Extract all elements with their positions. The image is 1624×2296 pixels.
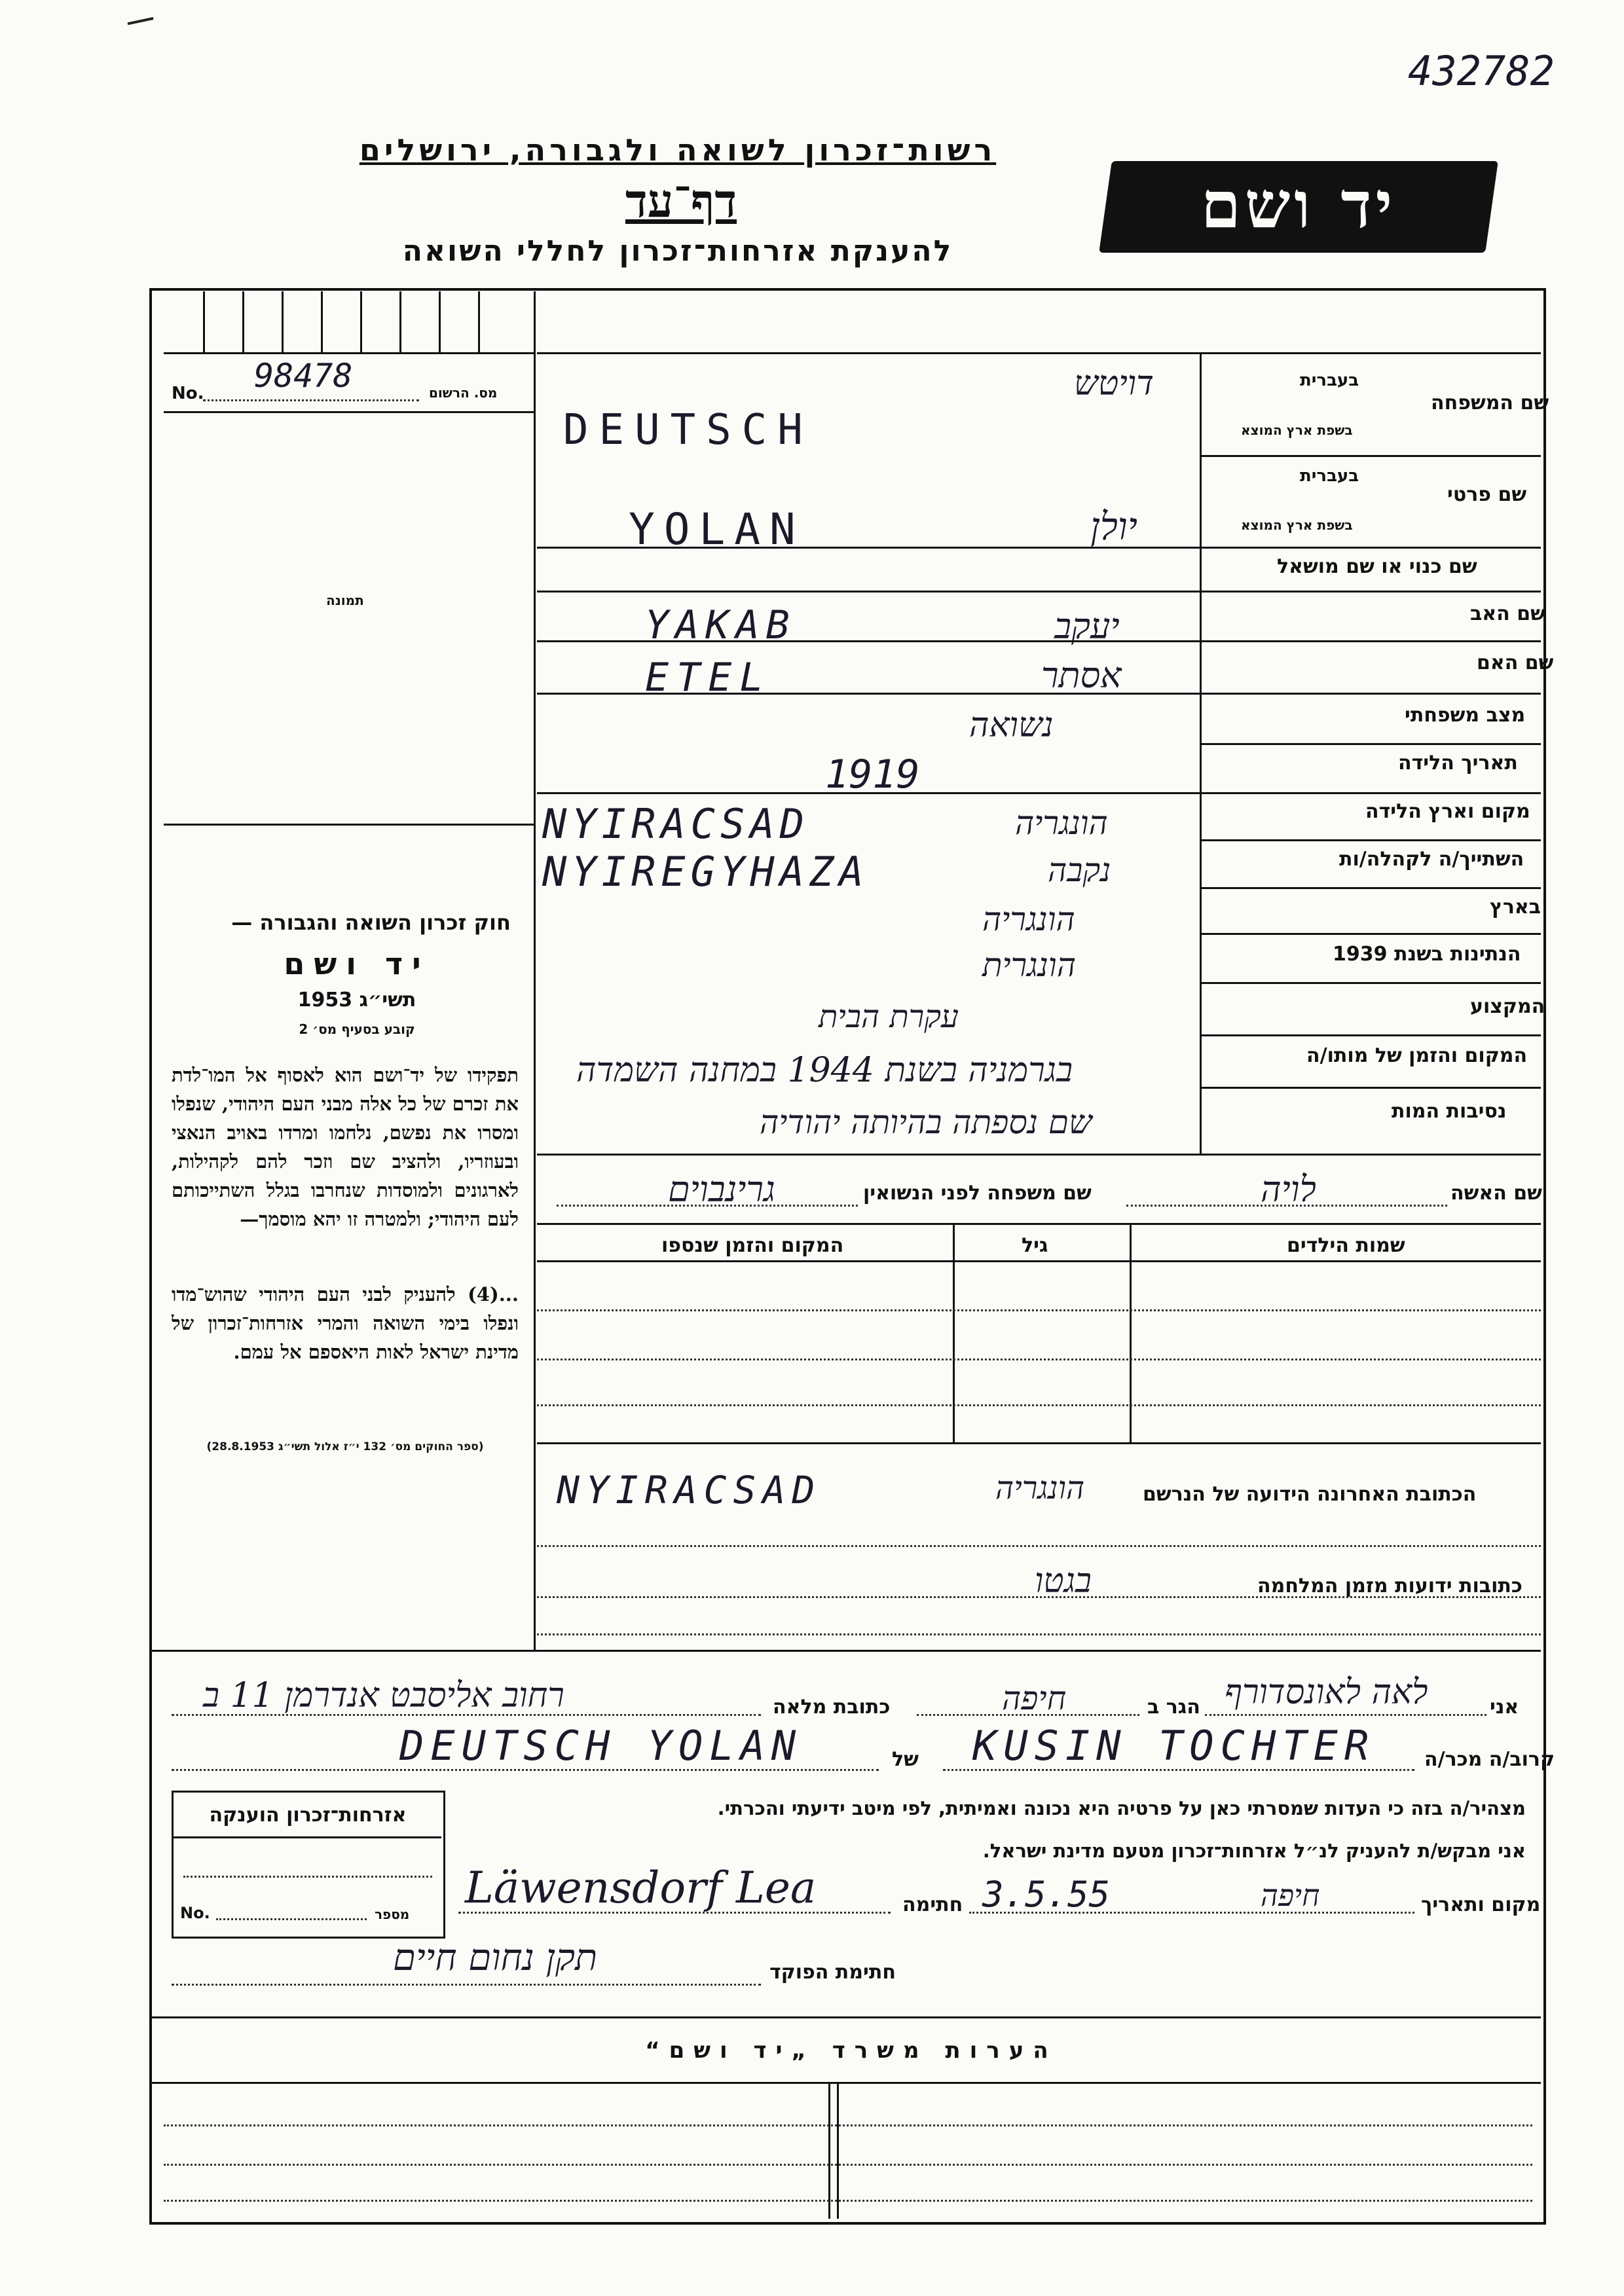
of-label: של <box>892 1748 919 1771</box>
law-paragraph-1: תפקידו של יד־ושם הוא לאסוף אל המו־לדת את זכרם של כל אלה מבני העם היהודי, שנפלו ומסרו את נפשם, נלחמו ומרדו באויב הנאצי ובעוזריו, ולהציב שם וזכר להם לקהילות, לארגונים ולמוסדות שנחרבו בגלל השתייכותם לעם היהודי; ולמטרה זו יהא מוסמך— <box>172 1064 519 1230</box>
family-name-sub-local: בשפת ארץ המוצא <box>1241 422 1353 438</box>
stray-mark <box>128 17 156 34</box>
registration-number: 98478 <box>254 357 353 395</box>
declarant-i-label: אני <box>1490 1696 1519 1719</box>
office-notes-title: הערות משרד „יד ושם“ <box>645 2037 1058 2064</box>
photo-label: תמונה <box>326 592 364 608</box>
registration-label-heb: מס. הרשום <box>429 385 498 401</box>
mother-label: שם האם <box>1477 651 1554 674</box>
nickname-label: שם כנוי או שם מושאל <box>1277 555 1477 578</box>
community-local: NYIREGYHAZA <box>542 848 869 896</box>
officer-signature-label: חתימת הפוקד <box>769 1961 896 1984</box>
form-subtitle: להענקת אזרחות־זכרון לחללי השואה <box>402 234 953 268</box>
law-name: יד ושם <box>284 946 430 981</box>
citizenship-1939-label: הנתינות בשנת 1939 <box>1333 943 1521 966</box>
divider <box>164 352 534 354</box>
of-value: DEUTSCH YOLAN <box>399 1722 803 1770</box>
children-names-header: שמות הילדים <box>1287 1234 1405 1257</box>
family-name-sub-hebrew: בעברית <box>1300 371 1359 390</box>
father-label: שם האב <box>1470 602 1545 625</box>
marital-status-label: מצב משפחתי <box>1405 704 1526 727</box>
statement-1: מצהיר/ה בזה כי העדות שמסרתי כאן על פרטיה היא נכונה ואמיתית, לפי מיטב ידיעתי והכרתי. <box>717 1797 1526 1819</box>
registration-label-no: No. <box>172 384 204 403</box>
left-column-divider <box>534 291 536 1650</box>
father-hebrew: יעקב <box>1054 606 1120 647</box>
statement-2: אני מבקש/ת להעניק לנ״ל אזרחות־זכרון מטעם מדינת ישראל. <box>982 1840 1526 1862</box>
children-age-header: גיל <box>1022 1234 1048 1257</box>
family-name-label: שם המשפחה <box>1431 392 1549 414</box>
profession-value: עקרת הבית <box>819 998 959 1035</box>
resident-label: הגר ב <box>1147 1696 1200 1719</box>
citizenship-no-heb: מספר <box>375 1906 410 1922</box>
mother-hebrew: אסתר <box>1041 655 1122 696</box>
last-address-label: הכתובת האחרונה הידועה של הנרשם <box>1143 1483 1477 1506</box>
death-place-value: בגרמניה בשנת 1944 במחנה השמדה <box>576 1051 1073 1090</box>
death-place-label: המקום והזמן של מותו/ה <box>1306 1044 1528 1067</box>
father-local: YAKAB <box>645 602 796 648</box>
full-address-value: רחוב אליסבט אנדרמן 11 ב <box>203 1676 564 1715</box>
signature-label: חתימה <box>902 1893 963 1916</box>
label-column-divider <box>1200 354 1202 1154</box>
birth-date-value: 1919 <box>825 752 920 797</box>
form-title: דף־עד <box>625 173 737 228</box>
wife-name-value: לויה <box>1261 1169 1316 1210</box>
maiden-name-value: גרינבוים <box>668 1169 775 1210</box>
first-name-hebrew: יולן <box>1090 504 1137 549</box>
mother-local: ETEL <box>645 655 771 701</box>
officer-signature: תקן נחום חיים <box>393 1937 598 1979</box>
first-name-sub-hebrew: בעברית <box>1300 466 1359 486</box>
law-source: (ספר החוקים מס׳ 132 י״ז אלול תשי״ג 28.8.1953) <box>206 1440 484 1453</box>
marital-status-value: נשואה <box>969 706 1054 745</box>
country-value: הונגריה <box>982 900 1075 938</box>
relative-value: KUSIN TOCHTER <box>972 1722 1376 1770</box>
logo-text: יד ושם <box>1200 168 1397 243</box>
law-title: חוק זכרון השואה והגבורה — <box>231 910 511 935</box>
law-year: תשי״ג 1953 <box>297 989 416 1011</box>
profession-label: המקצוע <box>1470 995 1545 1018</box>
date-value: 3.5.55 <box>982 1874 1111 1915</box>
place-date-label: מקום ותאריך <box>1421 1893 1541 1916</box>
first-name-local: YOLAN <box>629 504 805 555</box>
community-hebrew: נקבה <box>1048 851 1111 889</box>
first-name-sub-local: בשפת ארץ המוצא <box>1241 517 1353 533</box>
death-circumstances-value: שם נספתה בהיותה יהודיה <box>760 1103 1092 1141</box>
citizenship-1939-value: הונגרית <box>982 946 1077 984</box>
last-address-local: NYIRACSAD <box>557 1468 822 1512</box>
birth-date-label: תאריך הלידה <box>1398 752 1518 774</box>
citizenship-no-label: No. <box>180 1904 210 1922</box>
birth-place-hebrew: הונגריה <box>1015 804 1108 842</box>
authority-title: רשות־זכרון לשואה ולגבורה, ירושלים <box>359 132 997 168</box>
full-address-label: כתובת מלאה <box>773 1696 891 1719</box>
first-name-label: שם פרטי <box>1447 483 1527 506</box>
resident-city: חיפה <box>1002 1679 1067 1717</box>
community-label: השתייך/ה לקהלה/ות <box>1339 848 1524 871</box>
birth-place-local: NYIRACSAD <box>542 800 809 848</box>
relative-label: קרוב/ה מכר/ה <box>1424 1748 1555 1771</box>
birth-place-label: מקום וארץ הלידה <box>1365 800 1530 823</box>
children-place-header: המקום והזמן שנספו <box>661 1234 844 1257</box>
maiden-name-label: שם משפחה לפני הנשואין <box>863 1182 1092 1205</box>
last-address-hebrew: הונגריה <box>995 1470 1085 1506</box>
law-paragraph-2: ...(4) להעניק לבני העם היהודי שהוש־מדו ונפלו בימי השואה והמרי אזרחות־זכרון של מדינת ישראל לאות היאספם אל עמם. <box>172 1283 519 1363</box>
declarant-name: לאה לאונסדורף <box>1225 1673 1428 1712</box>
wartime-address-value: בגטו <box>1035 1561 1092 1601</box>
citizenship-granted-title: אזרחות־זכרון הוענקה <box>209 1804 407 1827</box>
country-label: בארץ <box>1490 896 1541 919</box>
place-value: חיפה <box>1261 1878 1320 1913</box>
declarant-signature: Läwensdorf Lea <box>465 1863 817 1913</box>
family-name-local: DEUTSCH <box>563 406 813 454</box>
wartime-address-label: כתובות ידועות מזמן המלחמה <box>1257 1575 1522 1597</box>
wife-name-label: שם האשה <box>1450 1182 1542 1205</box>
archive-number: 432782 <box>1408 47 1555 95</box>
law-clause: קובע בסעיף מס׳ 2 <box>299 1021 415 1037</box>
family-name-hebrew: דויטש <box>1074 364 1154 403</box>
death-circumstances-label: נסיבות המות <box>1392 1100 1507 1123</box>
